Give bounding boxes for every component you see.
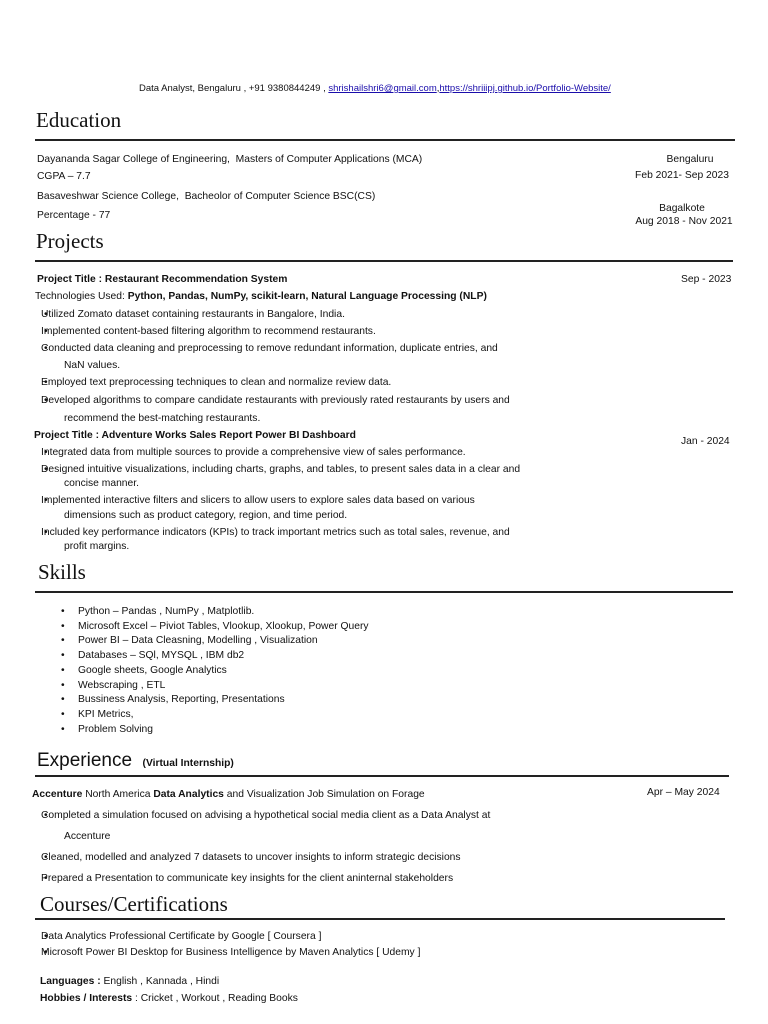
percentage: Percentage - 77	[37, 210, 111, 221]
role-text: and Visualization Job Simulation on Forage	[223, 789, 425, 800]
project-2-title: Project Title : Adventure Works Sales Report Power BI Dashboard	[34, 430, 356, 441]
project-1-tech	[35, 291, 487, 302]
cgpa: CGPA – 7.7	[37, 171, 91, 182]
skills-list	[78, 605, 369, 737]
bullet-continuation: dimensions such as product category, region, and time period.	[64, 510, 348, 521]
skill-item: • Databases – SQl, MYSQL , IBM db2	[78, 649, 369, 664]
experience-bullets-2	[41, 852, 461, 884]
list-item: • Cleaned, modelled and analyzed 7 datasets to uncover insights to inform strategic decisions	[41, 852, 461, 873]
skill-item: • Google sheets, Google Analytics	[78, 664, 369, 679]
education-dates-1: Feb 2021- Sep 2023	[635, 170, 729, 181]
languages-value: English , Kannada , Hindi	[100, 976, 220, 987]
contact-text: Data Analyst, Bengaluru , +91 9380844249 ,	[139, 83, 329, 94]
school-name: Basaveshwar Science College,	[37, 191, 179, 202]
project-2-date: Jan - 2024	[681, 436, 730, 447]
project-2-bullets-2	[41, 495, 475, 506]
education-dates-2: Aug 2018 - Nov 2021	[635, 216, 733, 227]
list-item: • Employed text preprocessing techniques to clean and normalize review data.	[41, 377, 510, 395]
courses-heading: Courses/Certifications	[40, 892, 228, 916]
courses-list	[41, 931, 420, 958]
tech-list: Python, Pandas, NumPy, scikit-learn, Natural Language Processing (NLP)	[127, 291, 487, 302]
degree-name: Masters of Computer Applications (MCA)	[235, 154, 423, 165]
project-1-bullets	[41, 309, 498, 360]
education-rule	[35, 139, 735, 141]
tech-label: Technologies Used:	[35, 291, 128, 302]
hobbies-line	[40, 993, 298, 1004]
degree-name: Bacheolor of Computer Science BSC(CS)	[184, 191, 376, 202]
list-item: • Developed algorithms to compare candidate restaurants with previously rated restaurants by users and	[41, 395, 510, 412]
hobbies-value: : Cricket , Workout , Reading Books	[132, 993, 298, 1004]
skills-rule	[35, 591, 733, 593]
bullet-continuation: Accenture	[64, 831, 111, 842]
skill-item: • Problem Solving	[78, 723, 369, 738]
email-link[interactable]: shrishailshri6@gmail.com	[328, 83, 437, 94]
list-item: • Implemented content-based filtering algorithm to recommend restaurants.	[41, 326, 498, 343]
hobbies-label: Hobbies / Interests	[40, 993, 133, 1004]
list-item: • Implemented interactive filters and slicers to allow users to explore sales data based on various	[41, 495, 475, 506]
skill-item: • Webscraping , ETL	[78, 679, 369, 694]
languages-line	[40, 976, 219, 987]
role-highlight: Data Analytics	[153, 789, 224, 800]
skill-item: • Bussiness Analysis, Reporting, Presentations	[78, 693, 369, 708]
company-name: Accenture	[32, 789, 83, 800]
list-item: • Prepared a Presentation to communicate key insights for the client aninternal stakeholders	[41, 873, 461, 884]
skill-item: • Python – Pandas , NumPy , Matplotlib.	[78, 605, 369, 620]
list-item: • Included key performance indicators (KPIs) to track important metrics such as total sales, revenue, and	[41, 527, 510, 538]
bullet-continuation: recommend the best-matching restaurants.	[64, 413, 261, 424]
education-heading: Education	[36, 108, 122, 132]
school-name: Dayananda Sagar College of Engineering,	[37, 154, 230, 165]
education-entry-2	[37, 191, 375, 202]
project-2-bullets	[41, 447, 520, 479]
skills-heading: Skills	[38, 560, 86, 584]
course-item: • Microsoft Power BI Desktop for Business Intelligence by Maven Analytics [ Udemy ]	[41, 947, 420, 958]
contact-line	[139, 83, 611, 94]
education-location-2: Bagalkote	[659, 203, 705, 214]
experience-heading: Experience	[37, 750, 133, 771]
list-item: • Conducted data cleaning and preprocessing to remove redundant information, duplicate entries, and	[41, 343, 498, 360]
course-item: • Data Analytics Professional Certificate by Google [ Coursera ]	[41, 931, 420, 947]
project-2-bullets-3	[41, 527, 510, 538]
list-item: • Completed a simulation focused on advising a hypothetical social media client as a Data Analyst at	[41, 810, 490, 821]
portfolio-link[interactable]: https://shriiipj.github.io/Portfolio-Website/	[439, 83, 611, 94]
experience-bullets	[41, 810, 490, 821]
skill-item: • Microsoft Excel – Piviot Tables, Vlookup, Xlookup, Power Query	[78, 620, 369, 635]
role-text: North America	[82, 789, 154, 800]
bullet-continuation: profit margins.	[64, 541, 130, 552]
project-1-bullets-2	[41, 377, 510, 412]
skill-item: • Power BI – Data Cleasning, Modelling , Visualization	[78, 634, 369, 649]
skill-item: • KPI Metrics,	[78, 708, 369, 723]
bullet-continuation: NaN values.	[64, 360, 121, 371]
courses-rule	[35, 918, 725, 920]
list-item: • Designed intuitive visualizations, including charts, graphs, and tables, to present sales data in a clear and	[41, 464, 520, 479]
education-entry-1	[37, 154, 422, 165]
list-item: • Integrated data from multiple sources to provide a comprehensive view of sales performance.	[41, 447, 520, 464]
languages-label: Languages :	[40, 976, 101, 987]
bullet-continuation: concise manner.	[64, 478, 139, 489]
list-item: • Utilized Zomato dataset containing restaurants in Bangalore, India.	[41, 309, 498, 326]
education-location-1: Bengaluru	[666, 154, 714, 165]
contact-separator: ,	[436, 83, 440, 94]
experience-date: Apr – May 2024	[647, 787, 720, 798]
experience-heading-row	[37, 750, 234, 772]
experience-rule	[35, 775, 729, 777]
projects-heading: Projects	[36, 229, 104, 253]
experience-subtitle: (Virtual Internship)	[142, 758, 234, 769]
projects-rule	[35, 260, 733, 262]
experience-role	[32, 789, 425, 800]
project-1-title: Project Title : Restaurant Recommendation System	[37, 274, 288, 285]
project-1-date: Sep - 2023	[681, 274, 732, 285]
